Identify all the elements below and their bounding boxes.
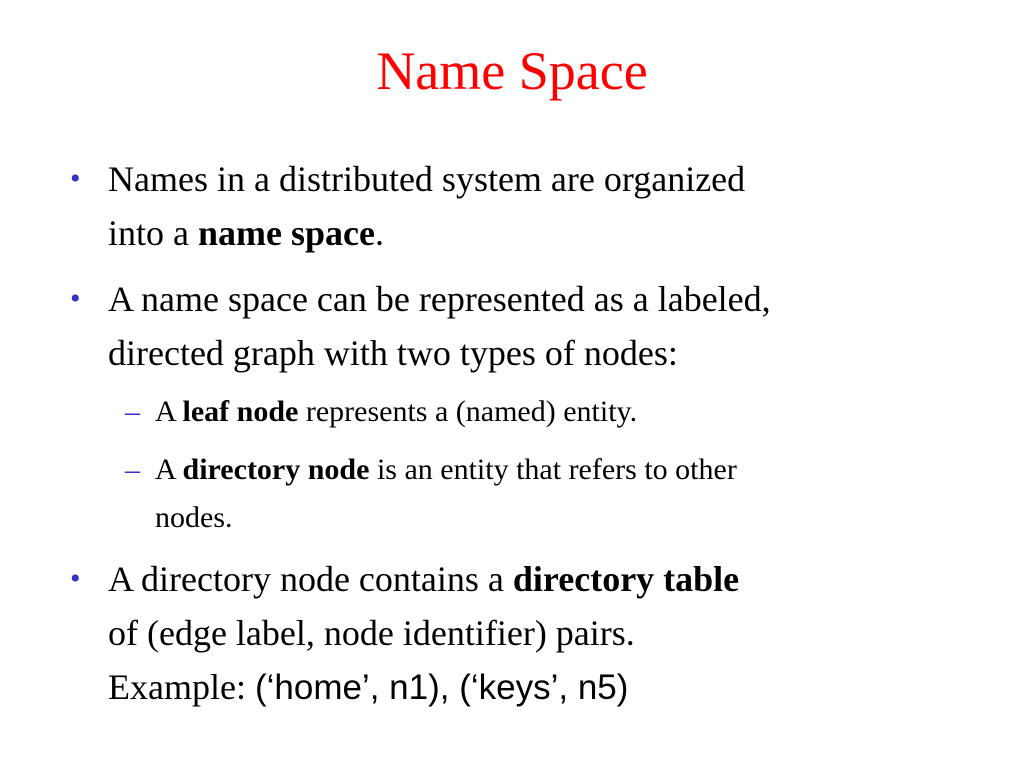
bullet-3 (70, 552, 968, 715)
sub-bullet-2-line-1 (155, 446, 955, 494)
sub-bullet-prefix: A (155, 453, 183, 486)
bullet-3-line-1-prefix: A directory node contains a (108, 559, 513, 599)
bullet-1-line-2-suffix: . (374, 213, 384, 253)
bullet-marker: • (70, 162, 81, 195)
bullet-1-line-2 (108, 206, 968, 260)
sub-bullet-suffix: is an entity that refers to other (369, 453, 737, 486)
bullet-2-line-1: A name space can be represented as a labeled, (108, 279, 771, 319)
sub-bullet-marker: – (125, 453, 140, 486)
bullet-2-line-2: directed graph with two types of nodes: (108, 333, 678, 373)
sub-bullet-prefix: A (155, 395, 183, 428)
sub-bullet-2-line-2: nodes. (155, 501, 233, 534)
example-pairs: (‘home’, n1), (‘keys’, n5) (254, 668, 629, 707)
bullet-3-line-1 (108, 552, 968, 606)
sub-bullet-suffix: represents a (named) entity. (298, 395, 638, 428)
term-leaf-node: leaf node (182, 395, 299, 428)
term-directory-node: directory node (182, 453, 370, 486)
sub-bullet-directory-node (125, 446, 955, 542)
bullet-3-line-3 (108, 660, 968, 715)
bullet-1-line-1: Names in a distributed system are organized (108, 159, 746, 199)
slide-title: Name Space (376, 41, 648, 101)
term-name-space: name space (197, 213, 375, 253)
bullet-3-line-2: of (edge label, node identifier) pairs. (108, 613, 635, 653)
bullet-marker: • (70, 282, 81, 315)
sub-bullet-marker: – (125, 395, 140, 428)
term-directory-table: directory table (512, 559, 740, 599)
bullet-1-line-2-prefix: into a (108, 213, 198, 253)
bullet-1 (70, 152, 968, 260)
example-label: Example: (108, 667, 255, 707)
bullet-2 (70, 272, 968, 380)
bullet-marker: • (70, 562, 81, 595)
sub-bullet-leaf-node (125, 388, 955, 436)
